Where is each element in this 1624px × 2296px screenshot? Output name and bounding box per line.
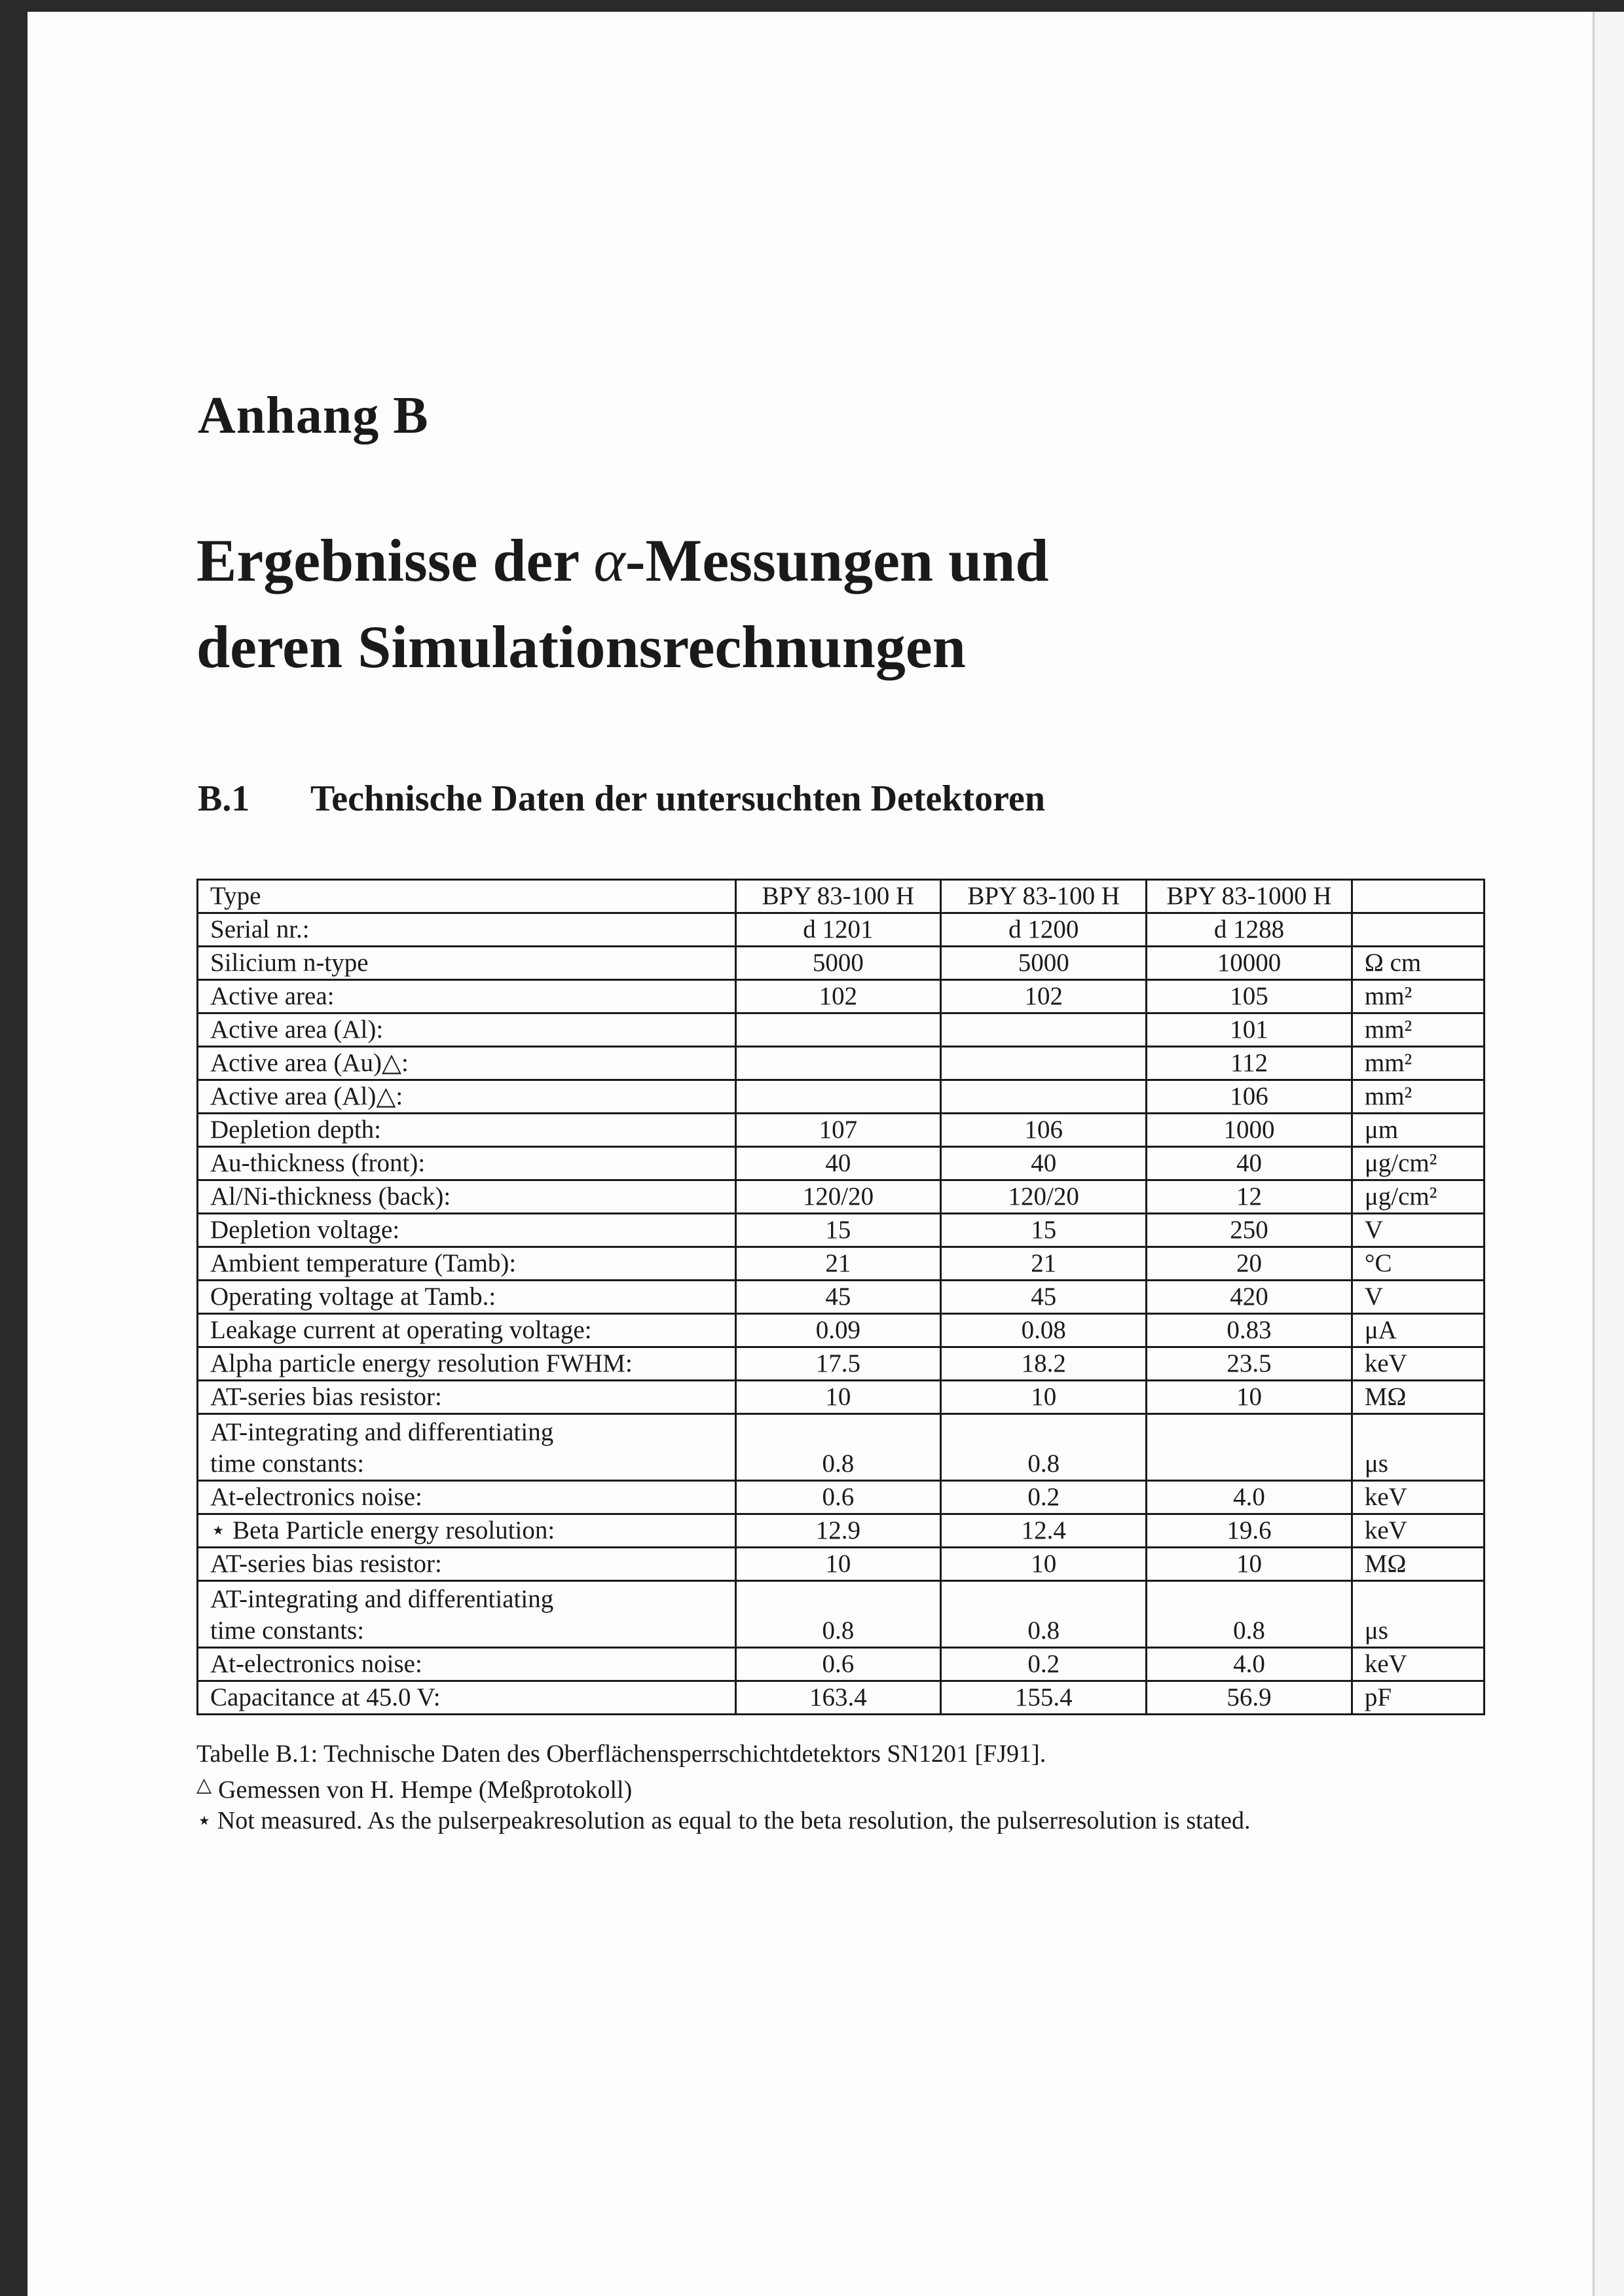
value-cell-col2: 120/20 <box>941 1180 1147 1214</box>
value-cell-col3: 19.6 <box>1147 1514 1352 1548</box>
value-cell-col2: 45 <box>941 1281 1147 1314</box>
unit-cell: mm² <box>1352 1013 1484 1047</box>
unit-cell: mm² <box>1352 980 1484 1013</box>
table-row <box>198 1414 1485 1481</box>
value-cell-col1: 0.8 <box>735 1414 941 1481</box>
table-row <box>198 947 1485 980</box>
value-cell-col2 <box>941 1080 1147 1114</box>
value-cell-col3: 106 <box>1147 1080 1352 1114</box>
value-cell-col1: BPY 83-100 H <box>735 880 941 913</box>
row-label: Depletion voltage: <box>198 1214 736 1247</box>
table-row <box>198 1681 1485 1715</box>
value-cell-col1: 5000 <box>735 947 941 980</box>
value-cell-col3: 12 <box>1147 1180 1352 1214</box>
caption-line-3-text: Not measured. As the pulserpeakresolution as equal to the beta resolution, the pulserresolution is stated. <box>217 1807 1251 1834</box>
value-cell-col3: 0.8 <box>1147 1581 1352 1648</box>
star-mark: ⋆ <box>196 1807 212 1834</box>
row-label-line1: AT-integrating and differentiating <box>210 1418 554 1446</box>
value-cell-col3: d 1288 <box>1147 913 1352 947</box>
table-row <box>198 1481 1485 1514</box>
table-row <box>198 1381 1485 1414</box>
chapter-title-part-b: -Messungen und <box>625 527 1049 594</box>
unit-cell: keV <box>1352 1648 1484 1681</box>
unit-cell: mm² <box>1352 1047 1484 1080</box>
row-label: Depletion depth: <box>198 1114 736 1147</box>
table-row <box>198 1114 1485 1147</box>
row-label: AT-series bias resistor: <box>198 1548 736 1581</box>
value-cell-col1: 21 <box>735 1247 941 1281</box>
unit-cell: μA <box>1352 1314 1484 1347</box>
unit-cell: mm² <box>1352 1080 1484 1114</box>
table-row <box>198 1013 1485 1047</box>
value-cell-col2: 10 <box>941 1381 1147 1414</box>
value-cell-col3: BPY 83-1000 H <box>1147 880 1352 913</box>
caption-line-3 <box>196 1806 1250 1836</box>
value-cell-col1: 0.6 <box>735 1648 941 1681</box>
table-row <box>198 1347 1485 1381</box>
value-cell-col3: 112 <box>1147 1047 1352 1080</box>
value-cell-col1: 107 <box>735 1114 941 1147</box>
unit-cell <box>1352 880 1484 913</box>
value-cell-col2: 40 <box>941 1147 1147 1180</box>
value-cell-col1: 120/20 <box>735 1180 941 1214</box>
value-cell-col2: 0.08 <box>941 1314 1147 1347</box>
value-cell-col3: 10000 <box>1147 947 1352 980</box>
row-label-line1: AT-integrating and differentiating <box>210 1585 554 1613</box>
value-cell-col2: 12.4 <box>941 1514 1147 1548</box>
value-cell-col1: 10 <box>735 1548 941 1581</box>
table-row <box>198 1314 1485 1347</box>
value-cell-col1: d 1201 <box>735 913 941 947</box>
chapter-title-part-a: Ergebnisse der <box>196 527 594 594</box>
row-label <box>198 1581 736 1648</box>
table-row <box>198 880 1485 913</box>
appendix-label: Anhang B <box>198 387 429 445</box>
row-label: Alpha particle energy resolution FWHM: <box>198 1347 736 1381</box>
value-cell-col2: 0.8 <box>941 1414 1147 1481</box>
table-row <box>198 1180 1485 1214</box>
value-cell-col1: 163.4 <box>735 1681 941 1715</box>
table-row <box>198 1214 1485 1247</box>
value-cell-col2: d 1200 <box>941 913 1147 947</box>
table-row <box>198 1581 1485 1648</box>
unit-cell: V <box>1352 1214 1484 1247</box>
table-row <box>198 980 1485 1013</box>
caption-line-1: Tabelle B.1: Technische Daten des Oberflächensperrschichtdetektors SN1201 [FJ91]. <box>196 1740 1046 1768</box>
row-label: Type <box>198 880 736 913</box>
row-label: Au-thickness (front): <box>198 1147 736 1180</box>
value-cell-col1: 15 <box>735 1214 941 1247</box>
value-cell-col1: 45 <box>735 1281 941 1314</box>
table-row <box>198 1281 1485 1314</box>
value-cell-col2: 10 <box>941 1548 1147 1581</box>
value-cell-col3: 4.0 <box>1147 1648 1352 1681</box>
table-caption <box>196 1739 1250 1836</box>
row-label: Active area: <box>198 980 736 1013</box>
unit-cell: keV <box>1352 1481 1484 1514</box>
value-cell-col3: 420 <box>1147 1281 1352 1314</box>
row-label: At-electronics noise: <box>198 1648 736 1681</box>
value-cell-col2: 106 <box>941 1114 1147 1147</box>
value-cell-col2: 18.2 <box>941 1347 1147 1381</box>
value-cell-col1 <box>735 1080 941 1114</box>
unit-cell: μs <box>1352 1414 1484 1481</box>
table-row <box>198 1648 1485 1681</box>
value-cell-col3: 56.9 <box>1147 1681 1352 1715</box>
row-label: Leakage current at operating voltage: <box>198 1314 736 1347</box>
value-cell-col1: 0.6 <box>735 1481 941 1514</box>
unit-cell: keV <box>1352 1514 1484 1548</box>
value-cell-col2: 15 <box>941 1214 1147 1247</box>
value-cell-col1: 17.5 <box>735 1347 941 1381</box>
value-cell-col3: 101 <box>1147 1013 1352 1047</box>
alpha-symbol: α <box>593 527 625 594</box>
value-cell-col2: 21 <box>941 1247 1147 1281</box>
row-label-line2: time constants: <box>210 1449 365 1478</box>
unit-cell: μg/cm² <box>1352 1180 1484 1214</box>
triangle-mark: △ <box>196 1774 212 1796</box>
table-row <box>198 1548 1485 1581</box>
row-label: Active area (Au)△: <box>198 1047 736 1080</box>
value-cell-col1: 102 <box>735 980 941 1013</box>
value-cell-col3: 250 <box>1147 1214 1352 1247</box>
value-cell-col3: 4.0 <box>1147 1481 1352 1514</box>
caption-line-2-text: Gemessen von H. Hempe (Meßprotokoll) <box>218 1776 633 1804</box>
section-heading <box>198 778 1045 820</box>
value-cell-col3: 0.83 <box>1147 1314 1352 1347</box>
unit-cell: Ω cm <box>1352 947 1484 980</box>
section-title: Technische Daten der untersuchten Detektoren <box>310 778 1046 819</box>
unit-cell: pF <box>1352 1681 1484 1715</box>
value-cell-col3: 10 <box>1147 1548 1352 1581</box>
value-cell-col2: BPY 83-100 H <box>941 880 1147 913</box>
value-cell-col3: 10 <box>1147 1381 1352 1414</box>
row-label: Capacitance at 45.0 V: <box>198 1681 736 1715</box>
unit-cell: keV <box>1352 1347 1484 1381</box>
value-cell-col2: 102 <box>941 980 1147 1013</box>
table-row <box>198 1514 1485 1548</box>
table-row <box>198 1147 1485 1180</box>
value-cell-col2 <box>941 1013 1147 1047</box>
spec-table-body <box>198 880 1485 1715</box>
value-cell-col3: 20 <box>1147 1247 1352 1281</box>
value-cell-col2: 5000 <box>941 947 1147 980</box>
row-label: AT-series bias resistor: <box>198 1381 736 1414</box>
chapter-title <box>196 517 1049 690</box>
value-cell-col1 <box>735 1047 941 1080</box>
value-cell-col1: 0.8 <box>735 1581 941 1648</box>
value-cell-col3: 40 <box>1147 1147 1352 1180</box>
unit-cell: MΩ <box>1352 1381 1484 1414</box>
value-cell-col3: 105 <box>1147 980 1352 1013</box>
row-label: At-electronics noise: <box>198 1481 736 1514</box>
row-label: Ambient temperature (Tamb): <box>198 1247 736 1281</box>
chapter-title-line1 <box>196 527 1049 594</box>
unit-cell: MΩ <box>1352 1548 1484 1581</box>
table-row <box>198 1247 1485 1281</box>
detector-spec-table <box>196 879 1485 1715</box>
value-cell-col1: 12.9 <box>735 1514 941 1548</box>
row-label: Serial nr.: <box>198 913 736 947</box>
unit-cell: μg/cm² <box>1352 1147 1484 1180</box>
unit-cell: °C <box>1352 1247 1484 1281</box>
section-number: B.1 <box>198 778 250 819</box>
chapter-title-line2: deren Simulationsrechnungen <box>196 613 966 680</box>
value-cell-col2: 0.2 <box>941 1481 1147 1514</box>
table-row <box>198 913 1485 947</box>
table-row <box>198 1080 1485 1114</box>
scan-edge <box>1593 12 1624 2296</box>
value-cell-col2: 155.4 <box>941 1681 1147 1715</box>
value-cell-col1: 0.09 <box>735 1314 941 1347</box>
value-cell-col1: 10 <box>735 1381 941 1414</box>
row-label: Active area (Al)△: <box>198 1080 736 1114</box>
value-cell-col2: 0.8 <box>941 1581 1147 1648</box>
unit-cell <box>1352 913 1484 947</box>
row-label: Al/Ni-thickness (back): <box>198 1180 736 1214</box>
table-row <box>198 1047 1485 1080</box>
value-cell-col3: 1000 <box>1147 1114 1352 1147</box>
row-label: Silicium n-type <box>198 947 736 980</box>
caption-line-2 <box>196 1770 1250 1806</box>
value-cell-col2: 0.2 <box>941 1648 1147 1681</box>
value-cell-col3 <box>1147 1414 1352 1481</box>
row-label: Operating voltage at Tamb.: <box>198 1281 736 1314</box>
unit-cell: μs <box>1352 1581 1484 1648</box>
value-cell-col1 <box>735 1013 941 1047</box>
row-label-line2: time constants: <box>210 1616 365 1645</box>
unit-cell: μm <box>1352 1114 1484 1147</box>
value-cell-col1: 40 <box>735 1147 941 1180</box>
value-cell-col2 <box>941 1047 1147 1080</box>
row-label: ⋆ Beta Particle energy resolution: <box>198 1514 736 1548</box>
row-label <box>198 1414 736 1481</box>
row-label: Active area (Al): <box>198 1013 736 1047</box>
value-cell-col3: 23.5 <box>1147 1347 1352 1381</box>
unit-cell: V <box>1352 1281 1484 1314</box>
